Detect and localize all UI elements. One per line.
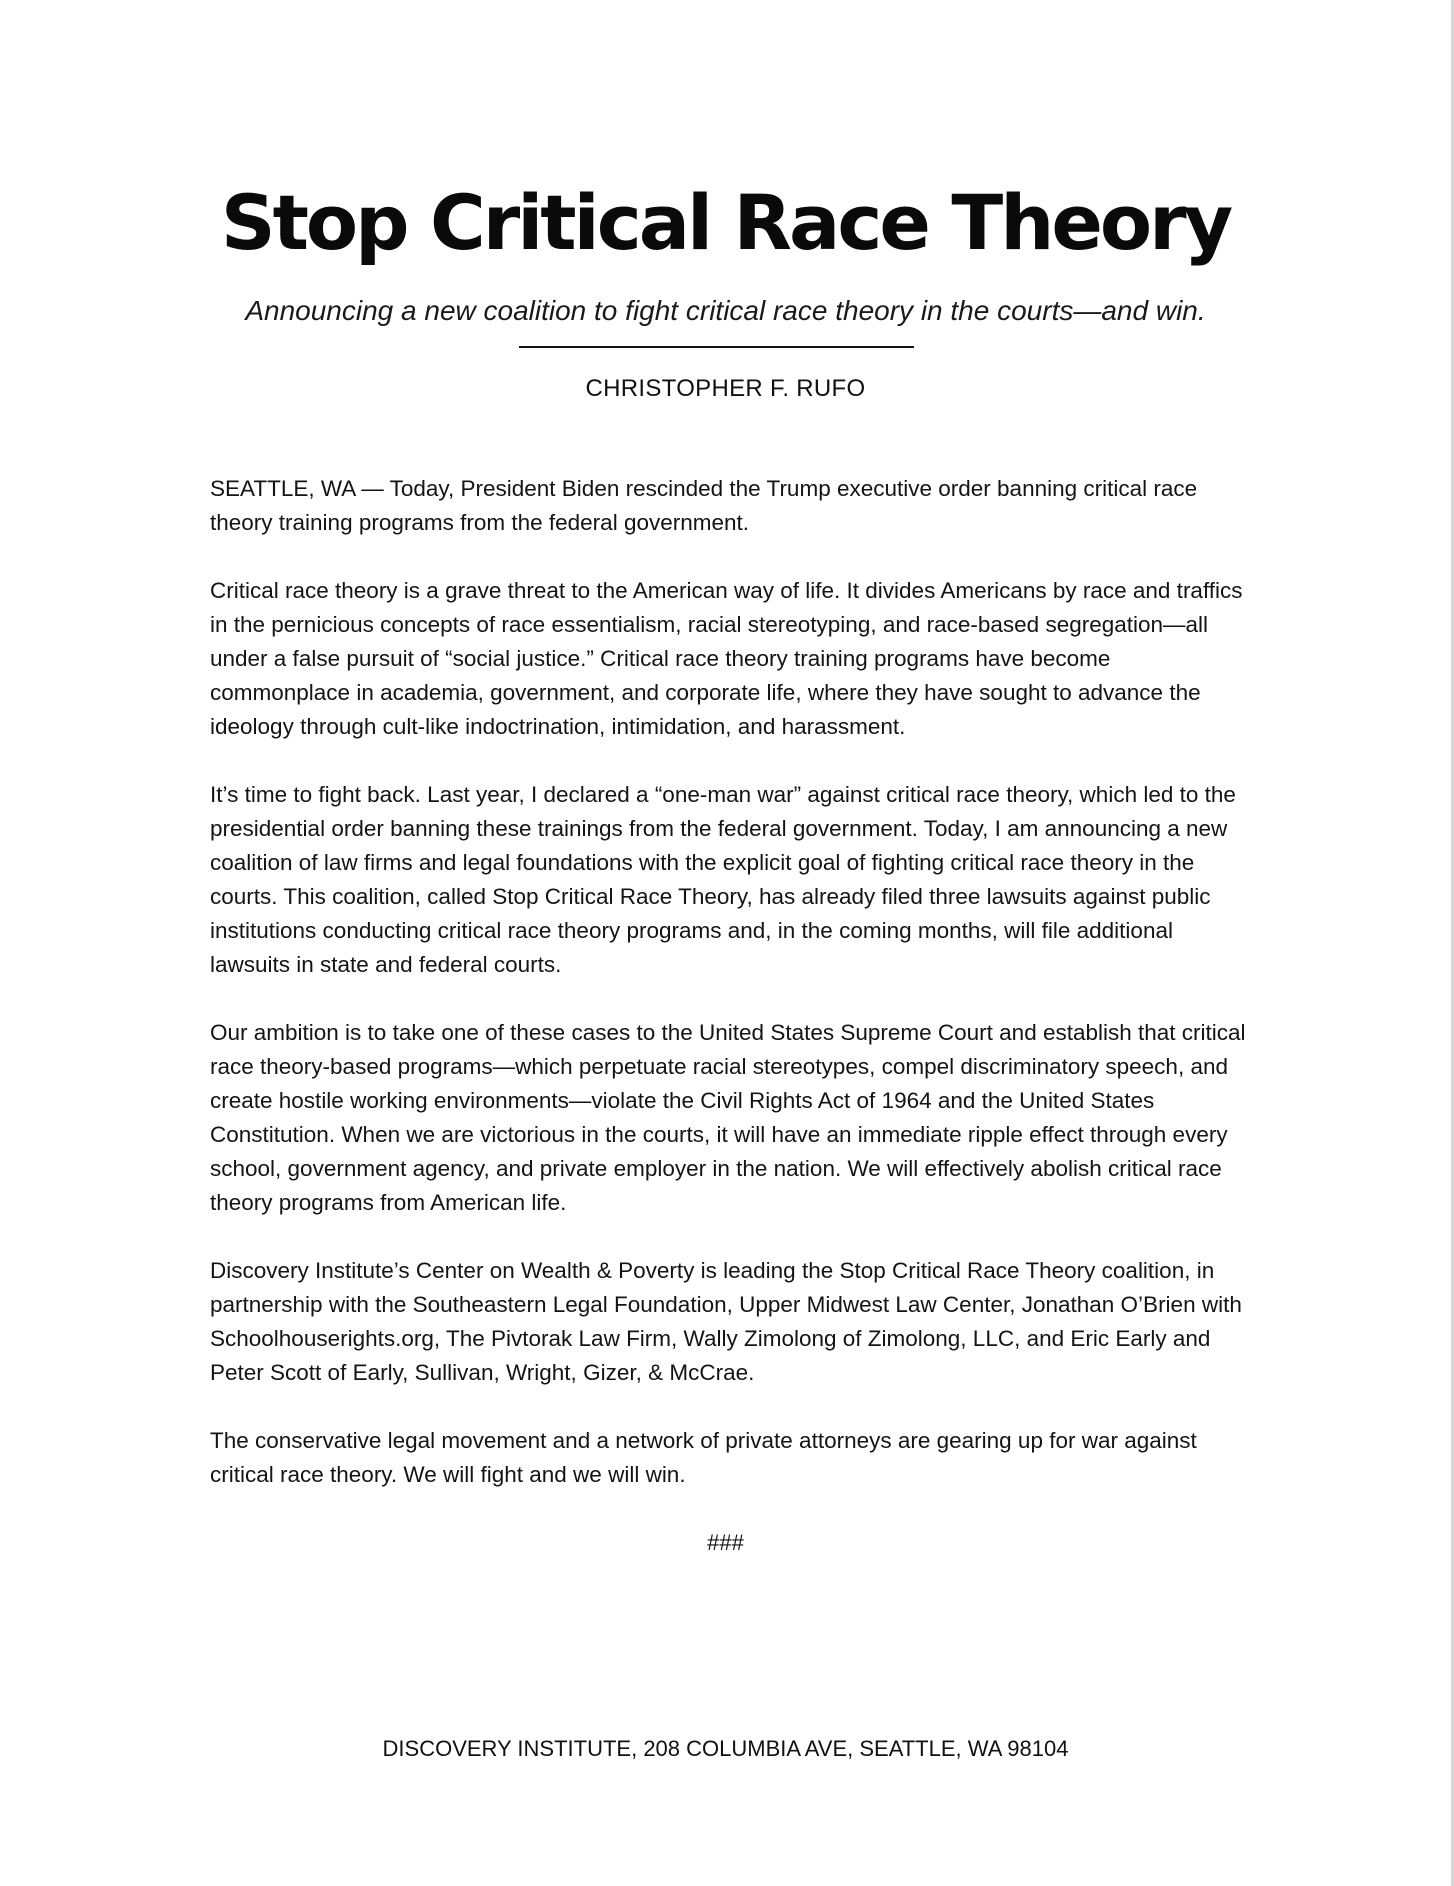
paragraph: Discovery Institute’s Center on Wealth & Poverty is leading the Stop Critical Race Theory coalition, in partnership with the Southeastern Legal Foundation, Upper Midwest Law Center, Jonathan O’Brien with Schoolhouserights.org, The Pivtorak Law Firm, Wally Zimolong of Zimolong, LLC, and Eric Early and Peter Scott of Early, Sullivan, Wright, Gizer, & McCrae.: [210, 1258, 1242, 1385]
paragraph: The conservative legal movement and a network of private attorneys are gearing up for war against critical race theory. We will fight and we will win.: [210, 1428, 1197, 1487]
document-subtitle: Announcing a new coalition to fight critical race theory in the courts—and win.: [245, 295, 1206, 326]
author-byline: CHRISTOPHER F. RUFO: [585, 375, 866, 402]
paragraph: Our ambition is to take one of these cases to the United States Supreme Court and establish that critical race theory-based programs—which perpetuate racial stereotypes, compel discriminatory speech, and create hostile working environments—violate the Civil Rights Act of 1964 and the United States Constitution. When we are victorious in the courts, it will have an immediate ripple effect through every school, government agency, and private employer in the nation. We will effectively abolish critical race theory programs from American life.: [210, 1020, 1246, 1215]
paragraph: It’s time to fight back. Last year, I declared a “one-man war” against critical race theory, which led to the presidential order banning these trainings from the federal government. Today, I am announcing a new coalition of law firms and legal foundations with the explicit goal of fighting critical race theory in the courts. This coalition, called Stop Critical Race Theory, has already filed three lawsuits against public institutions conducting critical race theory programs and, in the coming months, will file additional lawsuits in state and federal courts.: [210, 782, 1236, 977]
body-text: [210, 472, 1250, 1526]
document-title: Stop Critical Race Theory: [220, 178, 1231, 267]
page-footer: DISCOVERY INSTITUTE, 208 COLUMBIA AVE, SEATTLE, WA 98104: [382, 1736, 1069, 1761]
paragraph: SEATTLE, WA — Today, President Biden rescinded the Trump executive order banning critical race theory training programs from the federal government.: [210, 476, 1198, 535]
end-mark: ###: [707, 1530, 744, 1555]
title-divider: [519, 346, 914, 348]
paragraph: Critical race theory is a grave threat to the American way of life. It divides Americans by race and traffics in the pernicious concepts of race essentialism, racial stereotyping, and race-based segregation—all under a false pursuit of “social justice.” Critical race theory training programs have become commonplace in academia, government, and corporate life, where they have sought to advance the ideology through cult-like indoctrination, intimidation, and harassment.: [210, 578, 1243, 739]
